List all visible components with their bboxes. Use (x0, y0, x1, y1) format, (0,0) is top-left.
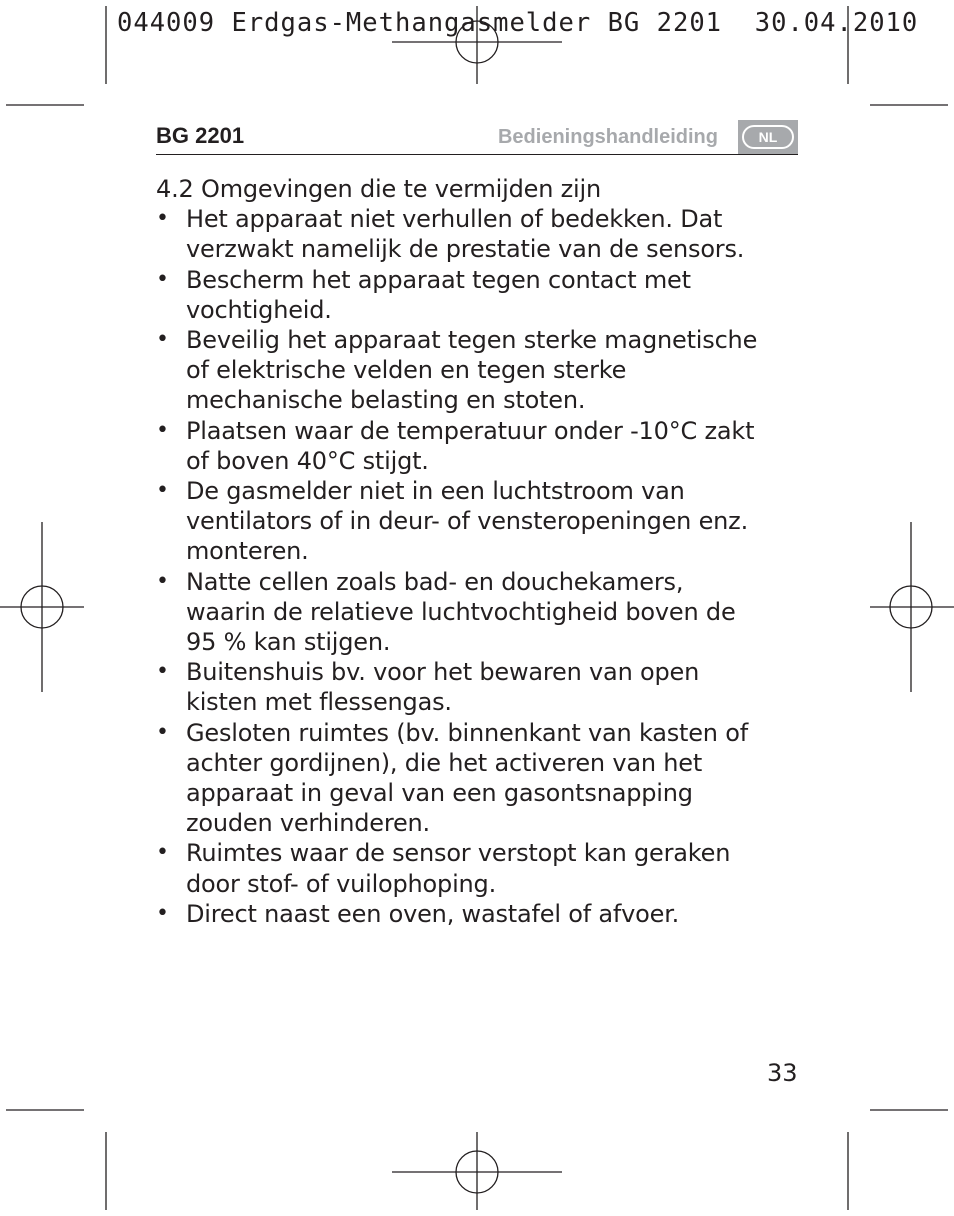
bullet-mark: • (156, 659, 169, 685)
list-item-line: De gasmelder niet in een luchtstroom van (186, 477, 685, 506)
list-item (156, 567, 806, 658)
registration-target-left (0, 522, 84, 692)
list-item-line: door stof- of vuilophoping. (186, 869, 497, 898)
bullet-mark: • (156, 568, 169, 594)
list-item-line: Beveilig het apparaat tegen sterke magnetische (186, 326, 758, 355)
registration-target-right (870, 522, 954, 692)
list-item-line: Het apparaat niet verhullen of bedekken. Dat (186, 205, 723, 234)
list-item (156, 899, 806, 929)
list-item-line: Bescherm het apparaat tegen contact met (186, 265, 691, 294)
list-item-line: Direct naast een oven, wastafel of afvoer. (186, 899, 680, 928)
list-item-line: ventilators of in deur- of vensteropeningen enz. (186, 507, 749, 536)
section-heading: 4.2 Omgevingen die te vermijden zijn (156, 175, 602, 203)
model-title: BG 2201 (156, 123, 245, 148)
list-item-line: of elektrische velden en tegen sterke (186, 356, 627, 385)
list-item-line: Gesloten ruimtes (bv. binnenkant van kasten of (186, 718, 748, 747)
list-item (156, 325, 806, 416)
registration-target-top (392, 6, 562, 84)
list-item-line: monteren. (186, 537, 309, 566)
list-item-line: Natte cellen zoals bad- en douchekamers, (186, 567, 684, 596)
bullet-mark: • (156, 478, 169, 504)
list-item (156, 204, 806, 264)
print-slug-line: 044009 Erdgas-Methangasmelder BG 2201 30.04.2010 (117, 8, 919, 38)
list-item-line: achter gordijnen), die het activeren van het (186, 748, 703, 777)
list-item (156, 718, 806, 839)
list-item (156, 265, 806, 325)
list-item-line: Ruimtes waar de sensor verstopt kan geraken (186, 839, 731, 868)
list-item-line: Buitenshuis bv. voor het bewaren van open (186, 658, 700, 687)
manual-subtitle: Bedieningshandleiding (497, 126, 718, 148)
language-badge-label: NL (742, 125, 794, 149)
list-item-line: 95 % kan stijgen. (186, 628, 391, 657)
list-item (156, 657, 806, 717)
page-number: 33 (767, 1059, 798, 1087)
bullet-mark: • (156, 266, 169, 292)
list-item-line: Plaatsen waar de temperatuur onder -10°C zakt (186, 416, 755, 445)
language-badge (738, 120, 798, 154)
bullet-mark: • (156, 417, 169, 443)
list-item (156, 416, 806, 476)
bullet-mark: • (156, 206, 169, 232)
list-item-line: waarin de relatieve luchtvochtigheid boven de (186, 597, 736, 626)
list-item-line: kisten met flessengas. (186, 688, 452, 717)
registration-target-bottom (392, 1132, 562, 1210)
list-item-line: verzwakt namelijk de prestatie van de sensors. (186, 235, 745, 264)
header-divider (156, 154, 798, 155)
list-item-line: vochtigheid. (186, 295, 332, 324)
main-content (156, 174, 806, 929)
list-item (156, 476, 806, 567)
list-item-line: zouden verhinderen. (186, 809, 430, 838)
list-item (156, 838, 806, 898)
bullet-mark: • (156, 900, 169, 926)
list-item-line: of boven 40°C stijgt. (186, 446, 429, 475)
bullet-list (156, 204, 806, 929)
bullet-mark: • (156, 840, 169, 866)
bullet-mark: • (156, 327, 169, 353)
list-item-line: mechanische belasting en stoten. (186, 386, 586, 415)
list-item-line: apparaat in geval van een gasontsnapping (186, 779, 693, 808)
bullet-mark: • (156, 719, 169, 745)
